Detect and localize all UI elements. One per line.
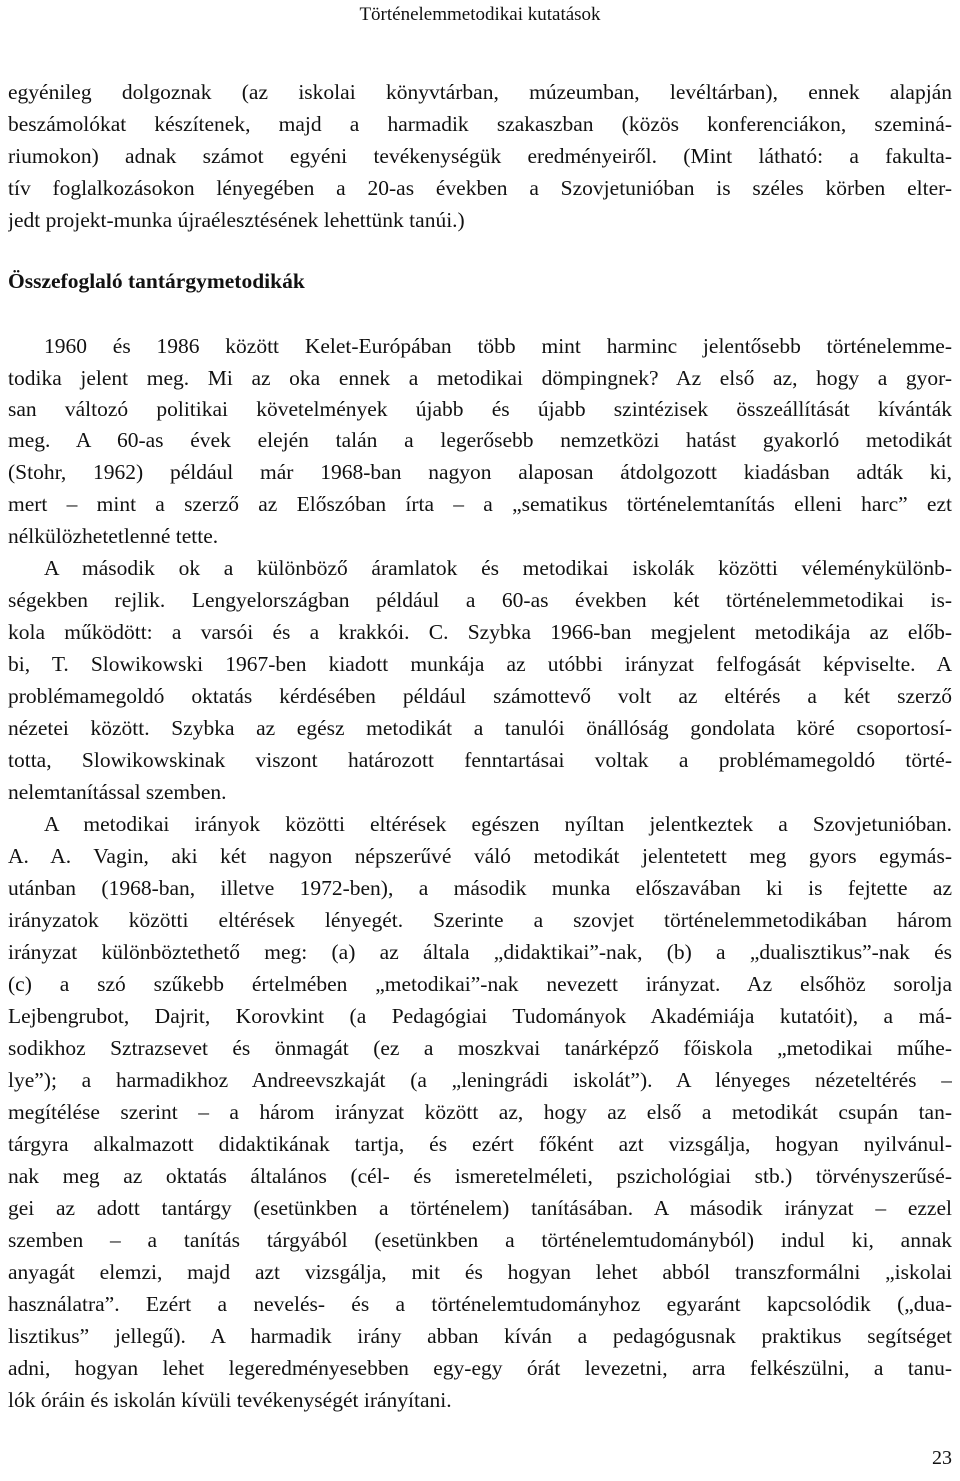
text-line: nak meg az oktatás általános (cél- és ismeretelméleti, pszichológiai stb.) törvényszerűsé- [8, 1164, 952, 1188]
text-line: A metodikai irányok közötti eltérések egészen nyíltan jelentkeztek a Szovjetunióban. [44, 812, 952, 836]
text-line: adni, hogyan lehet legeredményesebben egy-egy órát levezetni, arra felkészülni, a tanu- [8, 1356, 952, 1380]
text-line: irányzat különböztethető meg: (a) az általa „didaktikai”-nak, (b) a „dualisztikus”-nak és [8, 940, 952, 964]
text-line: beszámolókat készítenek, majd a harmadik szakaszban (közös konferenciákon, szeminá- [8, 112, 952, 136]
text-line: A második ok a különböző áramlatok és metodikai iskolák közötti véleménykülönb- [44, 556, 952, 580]
text-line: tív foglalkozásokon lényegében a 20-as években a Szovjetunióban is széles körben elter- [8, 176, 952, 200]
text-line: szemben – a tanítás tárgyából (esetünkben a történelemtudományból) indul ki, annak [8, 1228, 952, 1252]
text-line: gei az adott tantárgy (esetünkben a történelem) tanításában. A második irányzat – ezzel [8, 1196, 952, 1220]
text-line: ségekben rejlik. Lengyelországban például a 60-as években két történelemmetodikai is- [8, 588, 952, 612]
text-line: lye”); a harmadikhoz Andreevszkaját (a „leningrádi iskolát”). A lényeges nézeteltérés – [8, 1068, 952, 1092]
page-number: 23 [932, 1447, 952, 1469]
text-line: nélkülözhetetlenné tette. [8, 524, 219, 548]
text-line: lók óráin és iskolán kívüli tevékenységét irányítani. [8, 1388, 452, 1412]
text-line: nézetei között. Szybka az egész metodikát a tanulói önállóság gondolata köré csoportosí- [8, 716, 952, 740]
section-heading: Összefoglaló tantárgymetodikák [8, 269, 305, 293]
text-line: használatra”. Ezért a nevelés- és a történelemtudományhoz egyaránt kapcsolódik („dua- [8, 1292, 952, 1316]
text-line: lisztikus” jellegű). A harmadik irány abban kíván a pedagógusnak praktikus segítséget [8, 1324, 952, 1348]
text-line: sodikhoz Sztrazsevet és önmagát (ez a moszkvai tanárképző főiskola „metodikai műhe- [8, 1036, 952, 1060]
text-line: tárgyra alkalmazott didaktikának tartja, és ezért főként azt vizsgálja, hogyan nyilvánul- [8, 1132, 952, 1156]
text-line: megítélése szerint – a három irányzat között az, hogy az első a metodikát csupán tan- [8, 1100, 952, 1124]
text-line: meg. A 60-as évek elején talán a legerősebb nemzetközi hatást gyakorló metodikát [8, 428, 952, 452]
text-line: bi, T. Slowikowski 1967-ben kiadott munkája az utóbbi irányzat felfogását képviselte. A [8, 652, 952, 676]
text-line: mert – mint a szerző az Előszóban írta – a „sematikus történelemtanítás elleni harc” ezt [8, 492, 952, 516]
text-line: (c) a szó szűkebb értelmében „metodikai”-nak nevezett irányzat. Az elsőhöz sorolja [8, 972, 952, 996]
text-line: 1960 és 1986 között Kelet-Európában több mint harminc jelentősebb történelemme- [44, 334, 952, 358]
running-header: Történelemmetodikai kutatások [359, 4, 601, 25]
text-line: riumokon) adnak számot egyéni tevékenységük eredményeiről. (Mint látható: a fakulta- [8, 144, 952, 168]
text-line: san változó politikai követelmények újabb és újabb szintézisek összeállítását kívánták [8, 397, 952, 421]
text-line: A. A. Vagin, aki két nagyon népszerűvé váló metodikát jelentetett meg gyors egymás- [8, 844, 952, 868]
text-line: jedt projekt-munka újraélesztésének lehettünk tanúi.) [8, 208, 465, 232]
text-line: todika jelent meg. Mi az oka ennek a metodikai dömpingnek? Az első az, hogy a gyor- [8, 366, 952, 390]
text-line: irányzatok közötti eltérések lényegét. Szerinte a szovjet történelemmetodikában három [8, 908, 952, 932]
text-line: nelemtanítással szemben. [8, 780, 227, 804]
text-line: kola működött: a varsói és a krakkói. C. Szybka 1966-ban megjelent metodikája az előb- [8, 620, 952, 644]
text-line: totta, Slowikowskinak viszont határozott fenntartásai voltak a problémamegoldó törté- [8, 748, 952, 772]
text-line: egyénileg dolgoznak (az iskolai könyvtárban, múzeumban, levéltárban), ennek alapján [8, 80, 952, 104]
text-line: (Stohr, 1962) például már 1968-ban nagyon alaposan átdolgozott kiadásban adták ki, [8, 460, 952, 484]
text-line: problémamegoldó oktatás kérdésében például számottevő volt az eltérés a két szerző [8, 684, 952, 708]
text-line: anyagát elemzi, majd azt vizsgálja, mit és hogyan lehet abból transzformálni „iskolai [8, 1260, 952, 1284]
text-line: utánban (1968-ban, illetve 1972-ben), a második munka előszavában ki is fejtette az [8, 876, 952, 900]
text-line: Lejbengrubot, Dajrit, Korovkint (a Pedagógiai Tudományok Akadémiája kutatóit), a má- [8, 1004, 952, 1028]
